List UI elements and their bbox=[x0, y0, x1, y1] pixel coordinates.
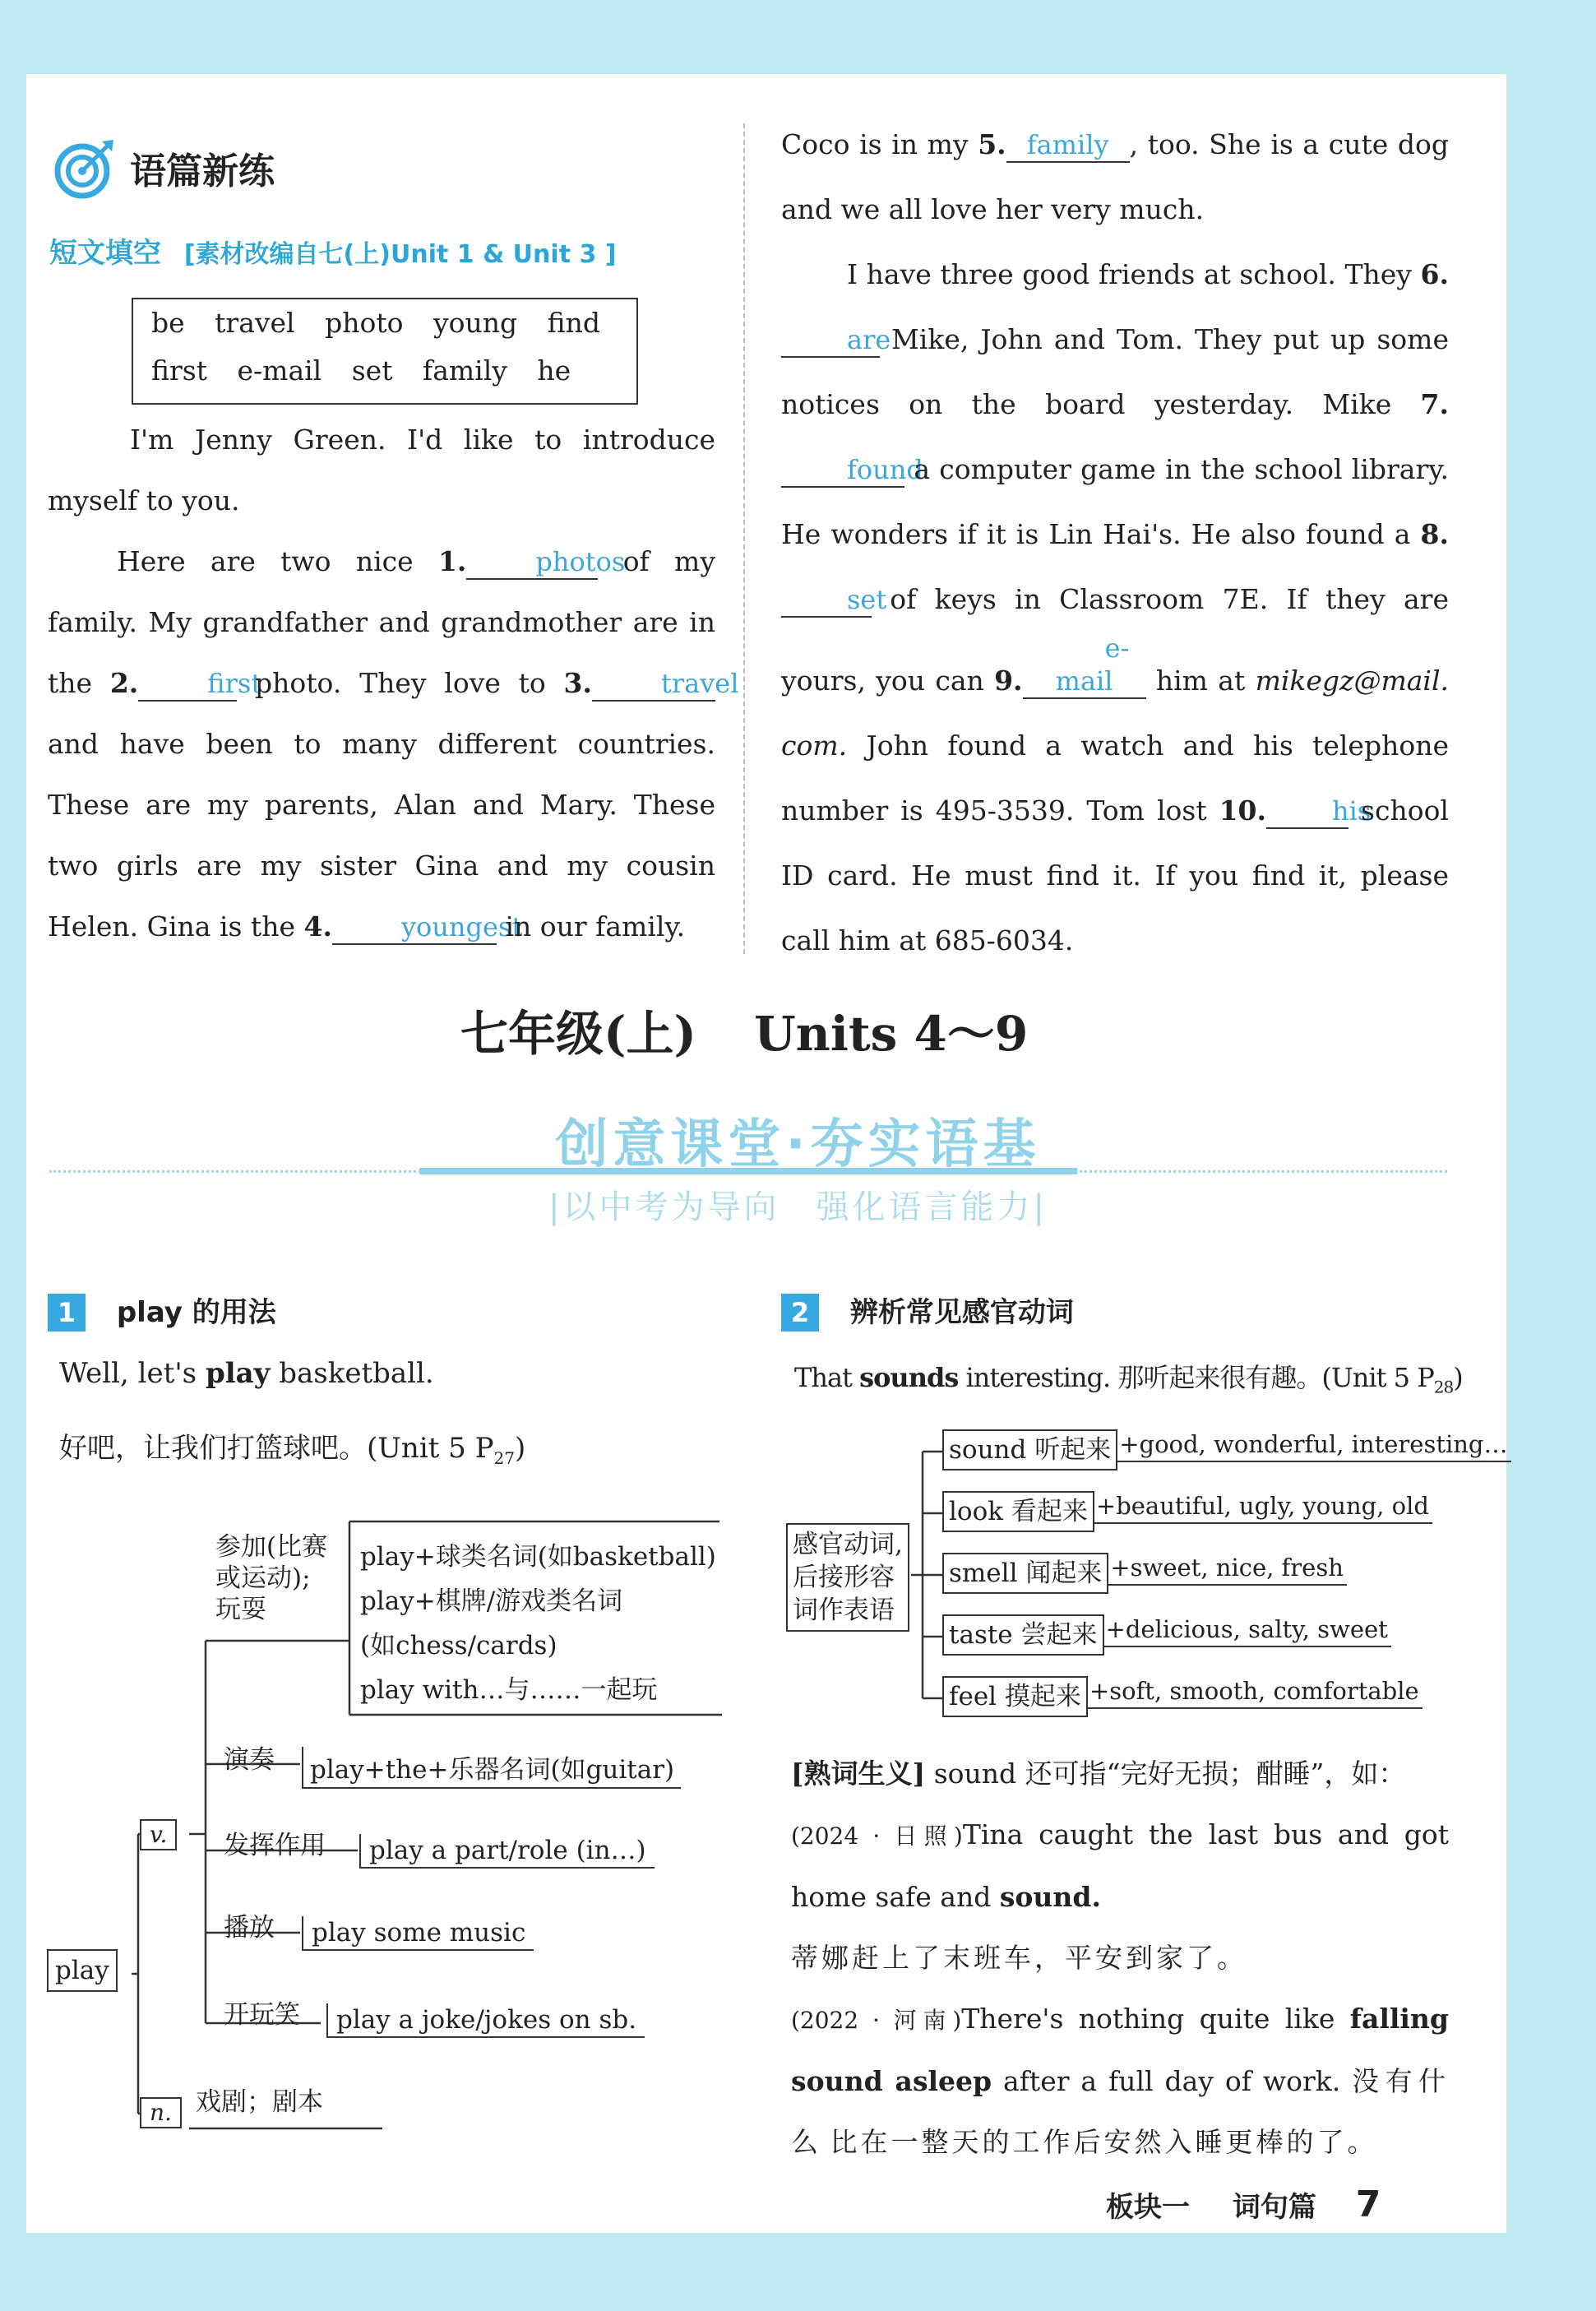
word-item: young bbox=[433, 307, 518, 339]
page-frame-bottom bbox=[0, 2233, 1596, 2311]
word-box-row-1 bbox=[133, 299, 636, 347]
branch-perform-item: play+the+乐器名词(如guitar) bbox=[302, 1747, 681, 1789]
noun-meaning: 戏剧；剧本 bbox=[196, 2087, 323, 2117]
word-item: travel bbox=[215, 307, 295, 339]
text: Tina caught the last bus and got home safe and bbox=[791, 1818, 1449, 1913]
sense-root-box bbox=[786, 1523, 909, 1632]
sense-item-feel bbox=[942, 1676, 1423, 1717]
text: (如chess/cards) bbox=[360, 1631, 557, 1660]
word-item: be bbox=[151, 307, 185, 339]
keyword: falling sound asleep bbox=[791, 2003, 1450, 2097]
sense-tag: feel 摸起来 bbox=[942, 1676, 1088, 1717]
word-item: set bbox=[351, 354, 393, 387]
text: 词作表语 bbox=[793, 1595, 895, 1625]
text: of my family. My grandfather and grandmother are in the bbox=[48, 545, 715, 699]
blank-number: 5. bbox=[978, 128, 1006, 160]
sense-words: +good, wonderful, interesting… bbox=[1117, 1429, 1510, 1462]
sense-section-header bbox=[781, 1290, 1074, 1331]
passage-right-p2 bbox=[781, 242, 1449, 973]
branch-participate-items bbox=[360, 1535, 716, 1712]
sense-item-look bbox=[942, 1491, 1432, 1532]
note-label: [熟词生义] bbox=[791, 1758, 926, 1790]
exercise-source: [素材改编自七(上)Unit 1 & Unit 3 ] bbox=[183, 240, 617, 269]
noun-tag: n. bbox=[140, 2097, 182, 2128]
text: and have been to many different countries. These are my parents, Alan and Mary. These two girls are my sister Gina and my cousin Helen. Gina is the bbox=[48, 728, 715, 942]
sense-words: +delicious, salty, sweet bbox=[1104, 1614, 1391, 1647]
branch-music-label: 播放 bbox=[224, 1913, 275, 1943]
word-item: he bbox=[537, 354, 571, 387]
text: 比在一整天的工作后安然入睡更棒的了。 bbox=[830, 2126, 1378, 2158]
text: Coco is in my bbox=[781, 128, 969, 160]
answer-blank-9: e-mail bbox=[1023, 632, 1146, 699]
answer-blank-8: set bbox=[781, 583, 872, 618]
footer-part: 板块一 bbox=[1106, 2191, 1190, 2224]
text: of keys in Classroom 7E. If they are yours, you can bbox=[781, 583, 1449, 697]
keyword: play bbox=[205, 1357, 271, 1390]
branch-joke-item: play a joke/jokes on sb. bbox=[326, 2003, 645, 2038]
answer-blank-2: first bbox=[138, 667, 237, 702]
blank-number: 3. bbox=[563, 667, 592, 699]
grade-label: 七年级(上) bbox=[460, 1006, 696, 1062]
sense-tag: look 看起来 bbox=[942, 1491, 1094, 1532]
text: play with…与……一起玩 bbox=[360, 1675, 658, 1705]
text: photo. They love to bbox=[255, 667, 546, 699]
column-divider bbox=[743, 123, 745, 954]
blank-number: 9. bbox=[994, 665, 1023, 697]
text: 玩耍 bbox=[215, 1595, 266, 1624]
branch-role-label: 发挥作用 bbox=[224, 1831, 326, 1860]
page-subscript: 27 bbox=[493, 1447, 515, 1468]
target-icon bbox=[51, 137, 117, 206]
text: Well, let's bbox=[59, 1357, 197, 1390]
branch-role-item: play a part/role (in…) bbox=[359, 1834, 655, 1869]
text: sound 还可指“完好无损；酣睡”，如： bbox=[933, 1758, 1406, 1790]
answer-blank-6: are bbox=[781, 323, 880, 358]
word-box bbox=[132, 298, 638, 405]
word-item: photo bbox=[325, 307, 404, 339]
units-label: Units 4～9 bbox=[754, 1006, 1029, 1062]
word-item: find bbox=[547, 307, 601, 339]
text: interesting. 那听起来很有趣。(Unit 5 P bbox=[965, 1362, 1434, 1393]
branch-participate-label bbox=[215, 1531, 327, 1625]
source: (2024 · 日照) bbox=[791, 1822, 963, 1850]
sense-tag: taste 尝起来 bbox=[942, 1614, 1104, 1656]
sense-tag: smell 闻起来 bbox=[942, 1553, 1108, 1594]
section-number-badge: 1 bbox=[48, 1294, 86, 1331]
text: play+球类名词(如basketball) bbox=[360, 1542, 716, 1572]
text: 感官动词, bbox=[793, 1530, 903, 1559]
play-example-en bbox=[59, 1357, 434, 1390]
text: John found a watch and his telephone number is 495-3539. Tom lost bbox=[781, 729, 1449, 827]
play-section-header bbox=[48, 1290, 276, 1331]
branch-music-item: play some music bbox=[302, 1916, 534, 1951]
unit-heading bbox=[460, 995, 1028, 1064]
text: 没有什么 bbox=[791, 2065, 1449, 2158]
answer-blank-7: found bbox=[781, 453, 904, 488]
source: (2022 · 河南) bbox=[791, 2007, 962, 2034]
text: basketball. bbox=[279, 1357, 434, 1390]
email-address: mikegz@mail. com. bbox=[781, 665, 1450, 762]
note-example-1-zh: 蒂娜赶上了末班车，平安到家了。 bbox=[791, 1942, 1247, 1974]
section-number-badge: 2 bbox=[781, 1294, 819, 1331]
text: a computer game in the school library. He wonders if it is Lin Hai's. He also found a bbox=[781, 453, 1449, 550]
word-item: first bbox=[151, 354, 207, 387]
sense-words: +sweet, nice, fresh bbox=[1108, 1553, 1347, 1586]
word-box-row-2 bbox=[133, 347, 636, 395]
exercise-label-text: 短文填空 bbox=[49, 237, 161, 270]
footer-name: 词句篇 bbox=[1232, 2191, 1316, 2224]
text: 好吧，让我们打篮球吧。(Unit 5 P bbox=[59, 1432, 494, 1465]
answer-blank-3: travel bbox=[592, 667, 715, 702]
blank-number: 1. bbox=[437, 545, 467, 577]
text: 参加(比赛 bbox=[215, 1532, 328, 1562]
sense-section-title: 辨析常见感官动词 bbox=[849, 1296, 1074, 1329]
exercise-label bbox=[49, 230, 617, 271]
text: ) bbox=[514, 1432, 526, 1465]
sense-item-sound bbox=[942, 1429, 1511, 1470]
text: 后接形容 bbox=[793, 1563, 895, 1592]
text: , too. She is a cute dog and we all love her very much. bbox=[781, 128, 1449, 225]
answer-blank-10: his bbox=[1266, 794, 1349, 829]
verb-tag: v. bbox=[140, 1819, 177, 1850]
text: That bbox=[794, 1362, 852, 1393]
sense-words: +beautiful, ugly, young, old bbox=[1094, 1491, 1432, 1524]
answer-blank-1: photos bbox=[466, 545, 598, 580]
page-footer bbox=[1106, 2184, 1381, 2225]
text: after a full day of work. bbox=[1003, 2065, 1341, 2097]
passage-left-p1: I'm Jenny Green. I'd like to introduce myself to you. bbox=[48, 424, 715, 516]
sense-item-taste bbox=[942, 1614, 1391, 1656]
banner-title: 创意课堂·夯实语基 bbox=[555, 1114, 1041, 1175]
note-line bbox=[791, 1744, 1449, 1804]
note-example-2 bbox=[791, 1989, 1449, 2173]
blank-number: 10. bbox=[1219, 794, 1267, 827]
play-section-title: play 的用法 bbox=[116, 1296, 276, 1329]
sense-example bbox=[794, 1357, 1463, 1396]
keyword: sound. bbox=[999, 1881, 1101, 1913]
passage-right bbox=[781, 112, 1449, 973]
page-subscript: 28 bbox=[1433, 1377, 1454, 1397]
passage-right-p1 bbox=[781, 112, 1449, 242]
blank-number: 2. bbox=[109, 667, 139, 699]
text: Here are two nice bbox=[117, 545, 414, 577]
text: school ID card. He must find it. If you find it, please call him at 685-6034. bbox=[781, 794, 1449, 956]
text: play+棋牌/游戏类名词 bbox=[360, 1586, 623, 1616]
play-example-zh bbox=[59, 1425, 525, 1468]
blank-number: 4. bbox=[303, 910, 332, 942]
sense-note bbox=[791, 1744, 1449, 2173]
text: ) bbox=[1453, 1362, 1463, 1393]
text: I have three good friends at school. They bbox=[847, 258, 1412, 290]
note-example-1 bbox=[791, 1804, 1449, 1928]
text: 或运动); bbox=[215, 1563, 311, 1593]
passage-left bbox=[48, 410, 739, 957]
keyword: sounds bbox=[859, 1362, 959, 1393]
sense-words: +soft, smooth, comfortable bbox=[1088, 1676, 1423, 1709]
word-item: e-mail bbox=[237, 354, 322, 387]
sense-item-smell bbox=[942, 1553, 1347, 1594]
page-number: 7 bbox=[1355, 2184, 1381, 2225]
section-title: 语篇新练 bbox=[130, 151, 275, 192]
banner-subtitle: |以中考为导向 强化语言能力| bbox=[548, 1188, 1048, 1226]
page-frame-top bbox=[0, 0, 1596, 74]
blank-number: 6. bbox=[1420, 258, 1449, 290]
play-root-box: play bbox=[47, 1949, 118, 1992]
answer-blank-4: youngest bbox=[332, 910, 497, 945]
text: him at bbox=[1155, 665, 1246, 697]
text: There's nothing quite like bbox=[961, 2003, 1335, 2035]
branch-joke-label: 开玩笑 bbox=[224, 2000, 300, 2030]
text: Mike, John and Tom. They put up some notices on the board yesterday. Mike bbox=[781, 323, 1449, 420]
word-item: family bbox=[422, 354, 507, 387]
sense-tag: sound 听起来 bbox=[942, 1429, 1117, 1470]
blank-number: 7. bbox=[1420, 388, 1449, 420]
passage-left-p2 bbox=[48, 531, 739, 957]
answer-blank-5: family bbox=[1006, 128, 1130, 163]
blank-number: 8. bbox=[1420, 518, 1449, 550]
branch-perform-label: 演奏 bbox=[224, 1745, 275, 1775]
text: in our family. bbox=[505, 910, 686, 942]
